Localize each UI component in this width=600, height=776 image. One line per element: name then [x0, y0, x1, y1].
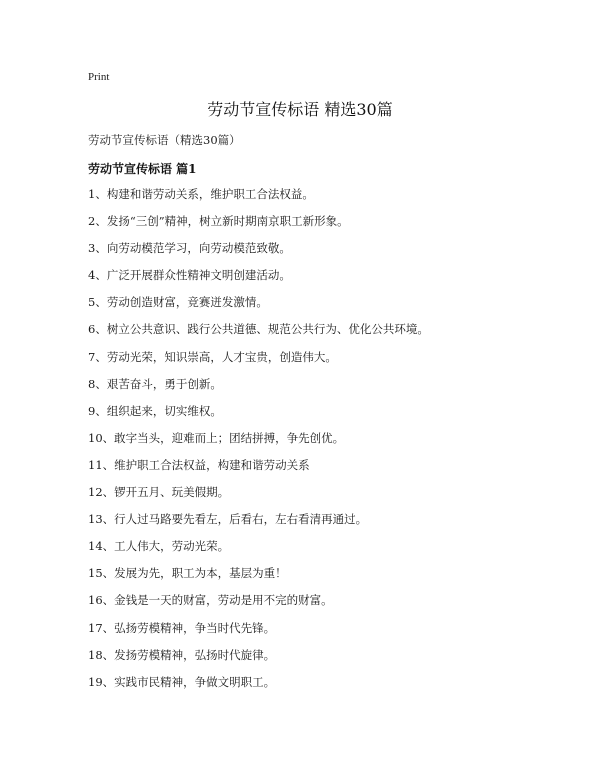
list-item: 4、广泛开展群众性精神文明创建活动。 — [88, 268, 291, 283]
document-subtitle: 劳动节宣传标语（精选30篇） — [88, 133, 241, 147]
list-item: 7、劳动光荣，知识崇高，人才宝贵，创造伟大。 — [88, 349, 337, 364]
list-item: 6、树立公共意识、践行公共道德、规范公共行为、优化公共环境。 — [88, 322, 429, 337]
list-item: 5、劳动创造财富，竞赛迸发激情。 — [88, 295, 268, 310]
list-item: 3、向劳动模范学习，向劳动模范致敬。 — [88, 241, 291, 256]
list-item: 16、金钱是一天的财富，劳动是用不完的财富。 — [88, 593, 333, 608]
page-title: 劳动节宣传标语 精选30篇 — [207, 100, 393, 119]
print-link[interactable]: Print — [88, 71, 110, 83]
list-item: 15、发展为先，职工为本，基层为重！ — [88, 566, 287, 581]
list-item: 18、发扬劳模精神，弘扬时代旋律。 — [88, 647, 276, 662]
list-item: 12、锣开五月、玩美假期。 — [88, 485, 230, 500]
slogan-list — [88, 187, 429, 702]
list-item: 1、构建和谐劳动关系，维护职工合法权益。 — [88, 187, 314, 201]
list-item: 11、维护职工合法权益，构建和谐劳动关系 — [88, 457, 310, 472]
list-item: 2、发扬“三创”精神，树立新时期南京职工新形象。 — [88, 214, 349, 229]
list-item: 14、工人伟大，劳动光荣。 — [88, 539, 230, 554]
list-item: 19、实践市民精神，争做文明职工。 — [88, 674, 276, 689]
list-item: 9、组织起来，切实维权。 — [88, 403, 222, 418]
list-item: 17、弘扬劳模精神，争当时代先锋。 — [88, 620, 276, 635]
section-heading: 劳动节宣传标语 篇1 — [88, 162, 197, 176]
list-item: 8、艰苦奋斗，勇于创新。 — [88, 376, 222, 391]
list-item: 10、敢字当头，迎难而上；团结拼搏，争先创优。 — [88, 430, 345, 445]
list-item: 13、行人过马路要先看左，后看右，左右看清再通过。 — [88, 512, 368, 527]
